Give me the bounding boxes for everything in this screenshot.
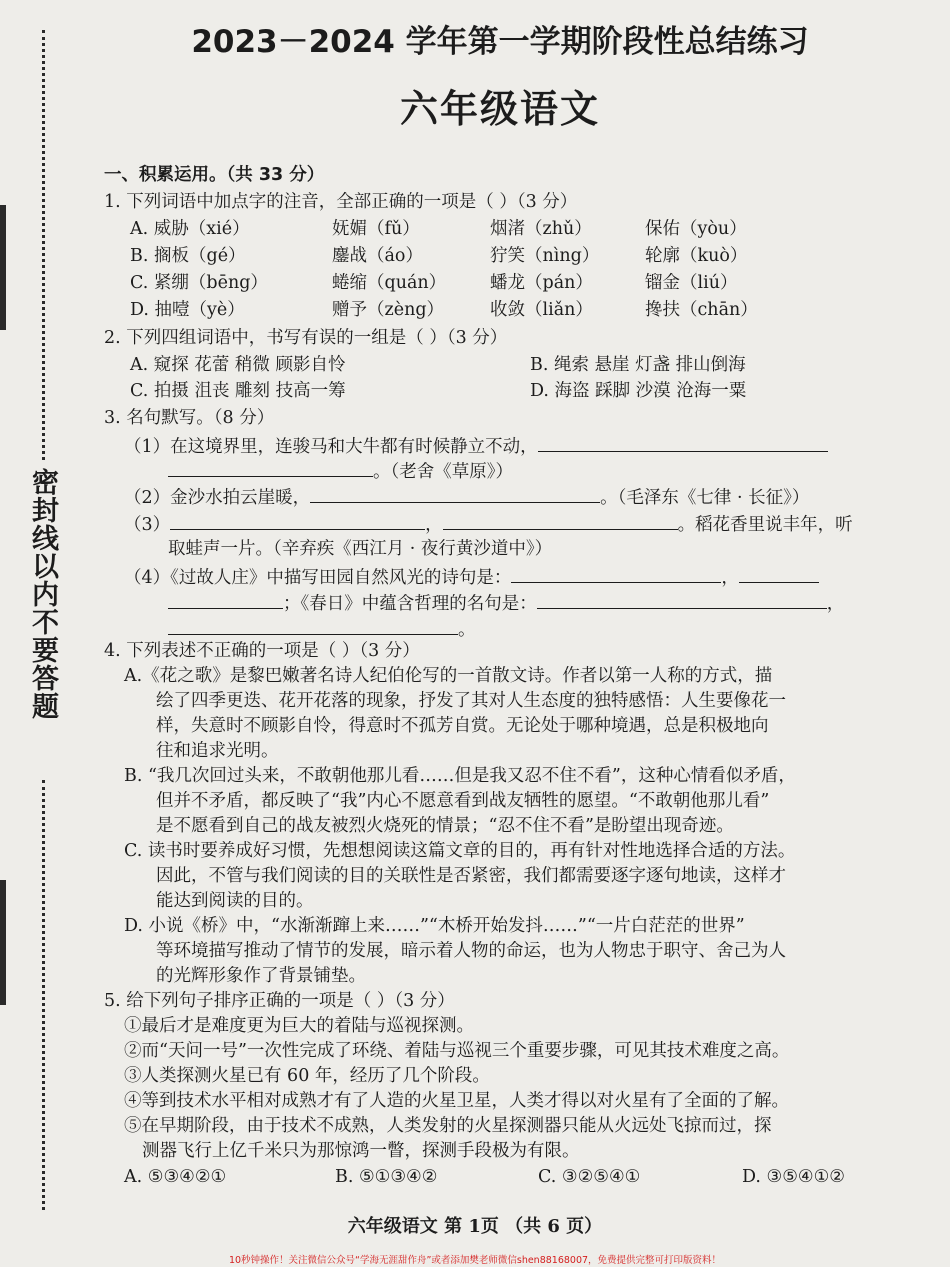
q2-option-b: B. 绳索 悬崖 灯盏 排山倒海 bbox=[530, 355, 746, 375]
question-5-stem: 5. 给下列句子排序正确的一项是（ ）（3 分） bbox=[104, 991, 455, 1011]
q4-line: 因此，不管与我们阅读的目的关联性是否紧密，我们都需要逐字逐句地读，这样才 bbox=[156, 866, 786, 886]
q3-item-3 bbox=[124, 511, 853, 537]
binding-dotted-line-bottom bbox=[42, 780, 45, 1210]
q4-line: 但并不矛盾，都反映了“我”内心不愿意看到战友牺牲的愿望。“不敢朝他那儿看” bbox=[156, 791, 770, 811]
q4-line: A.《花之歌》是黎巴嫩著名诗人纪伯伦写的一首散文诗。作者以第一人称的方式，描 bbox=[124, 666, 773, 686]
q3-item-3-text: 。稻花香里说丰年，听 bbox=[677, 515, 853, 535]
q1-option-b-2: 鏖战（áo） bbox=[332, 246, 423, 266]
answer-blank[interactable] bbox=[310, 484, 600, 503]
binding-mark bbox=[0, 205, 6, 330]
q3-item-1-cont bbox=[168, 458, 513, 484]
q4-line: 等环境描写推动了情节的发展，暗示着人物的命运，也为人物忠于职守、舍己为人 bbox=[156, 941, 786, 961]
q3-item-4-text-2: ；《春日》中蕴含哲理的名句是： bbox=[283, 594, 537, 614]
section-heading: 一、积累运用。（共 33 分） bbox=[104, 165, 325, 185]
q4-line: 能达到阅读的目的。 bbox=[156, 891, 314, 911]
q4-line: 样，失意时不顾影自怜，得意时不孤芳自赏。无论处于哪种境遇，总是积极地向 bbox=[156, 716, 769, 736]
q3-item-2 bbox=[124, 484, 809, 510]
q1-option-a-4: 保佑（yòu） bbox=[645, 219, 747, 239]
q3-item-1 bbox=[124, 433, 828, 459]
answer-blank[interactable] bbox=[739, 564, 819, 583]
q1-option-d-1: D. 抽噎（yè） bbox=[130, 300, 245, 320]
q2-option-c: C. 拍摄 沮丧 雕刻 技高一筹 bbox=[130, 381, 346, 401]
q3-item-3-comma: ， bbox=[425, 515, 443, 535]
q3-item-1-text: （1）在这境界里，连骏马和大牛都有时候静立不动， bbox=[124, 437, 538, 457]
q3-item-4-comma: ， bbox=[721, 568, 739, 588]
answer-blank[interactable] bbox=[168, 616, 458, 635]
question-2-stem: 2. 下列四组词语中，书写有误的一组是（ ）（3 分） bbox=[104, 328, 508, 348]
q3-item-3-number: （3） bbox=[124, 515, 171, 535]
q1-option-c-3: 蟠龙（pán） bbox=[490, 273, 593, 293]
exam-title: 2023－2024 学年第一学期阶段性总结练习 bbox=[191, 24, 809, 60]
q3-item-1-source: 。（老舍《草原》） bbox=[373, 462, 513, 482]
q3-item-4-text: （4）《过故人庄》中描写田园自然风光的诗句是： bbox=[124, 568, 512, 588]
answer-blank[interactable] bbox=[538, 433, 828, 452]
q1-option-c-1: C. 紧绷（bēng） bbox=[130, 273, 268, 293]
question-1-stem: 1. 下列词语中加点字的注音，全部正确的一项是（ ）（3 分） bbox=[104, 192, 578, 212]
binding-margin bbox=[0, 0, 82, 1267]
q5-sentence: ③人类探测火星已有 60 年，经历了几个阶段。 bbox=[124, 1066, 490, 1086]
q1-option-d-3: 收敛（liǎn） bbox=[490, 300, 593, 320]
q3-item-2-source: 。（毛泽东《七律 · 长征》） bbox=[600, 488, 810, 508]
q3-item-4-comma-2: ， bbox=[826, 594, 845, 614]
q4-line: D. 小说《桥》中，“水渐渐蹿上来……”“木桥开始发抖……”“一片白茫茫的世界” bbox=[124, 916, 745, 936]
answer-blank[interactable] bbox=[537, 590, 827, 609]
question-4-stem: 4. 下列表述不正确的一项是（ ）（3 分） bbox=[104, 641, 420, 661]
q5-sentence: 测器飞行上亿千米只为那惊鸿一瞥，探测手段极为有限。 bbox=[142, 1141, 580, 1161]
q2-option-d: D. 海盗 踩脚 沙漠 沧海一粟 bbox=[530, 381, 747, 401]
q5-option-b: B. ⑤①③④② bbox=[335, 1167, 438, 1187]
q4-line: 绘了四季更迭、花开花落的现象，抒发了其对人生态度的独特感悟：人生要像花一 bbox=[156, 691, 786, 711]
q5-option-d: D. ③⑤④①② bbox=[742, 1167, 845, 1187]
q3-item-3-source: 取蛙声一片。（辛弃疾《西江月 · 夜行黄沙道中》） bbox=[168, 539, 553, 559]
binding-dotted-line-top bbox=[42, 30, 45, 460]
q4-line: C. 读书时要养成好习惯，先想想阅读这篇文章的目的，再有针对性地选择合适的方法。 bbox=[124, 841, 796, 861]
answer-blank[interactable] bbox=[511, 564, 721, 583]
question-3-stem: 3. 名句默写。（8 分） bbox=[104, 408, 275, 428]
q5-sentence: ①最后才是难度更为巨大的着陆与巡视探测。 bbox=[124, 1016, 474, 1036]
q1-option-c-2: 蜷缩（quán） bbox=[332, 273, 447, 293]
q1-option-a-1: A. 威胁（xié） bbox=[130, 219, 250, 239]
q1-option-b-1: B. 搁板（gé） bbox=[130, 246, 246, 266]
q1-option-a-3: 烟渚（zhǔ） bbox=[490, 219, 592, 239]
answer-blank[interactable] bbox=[170, 511, 425, 530]
q3-item-4 bbox=[124, 564, 819, 590]
page-footer: 六年级语文 第 1页 （共 6 页） bbox=[347, 1216, 603, 1237]
q1-option-a-2: 妩媚（fǔ） bbox=[332, 219, 420, 239]
q5-sentence: ②而“天问一号”一次性完成了环绕、着陆与巡视三个重要步骤，可见其技术难度之高。 bbox=[124, 1041, 790, 1061]
q5-option-a: A. ⑤③④②① bbox=[124, 1167, 227, 1187]
answer-blank[interactable] bbox=[168, 590, 283, 609]
q5-sentence: ④等到技术水平相对成熟才有了人造的火星卫星，人类才得以对火星有了全面的了解。 bbox=[124, 1091, 789, 1111]
exam-subject: 六年级语文 bbox=[399, 86, 600, 131]
q1-option-d-4: 搀扶（chān） bbox=[645, 300, 758, 320]
q4-line: 往和追求光明。 bbox=[156, 741, 279, 761]
binding-notice: 密封线以内不要答题 bbox=[27, 468, 58, 720]
q4-line: B. “我几次回过头来，不敢朝他那儿看……但是我又忍不住不看”，这种心情看似矛盾， bbox=[124, 766, 796, 786]
q4-line: 的光辉形象作了背景铺垫。 bbox=[156, 966, 366, 986]
q5-sentence: ⑤在早期阶段，由于技术不成熟，人类发射的火星探测器只能从火远处飞掠而过，探 bbox=[124, 1116, 772, 1136]
q5-option-c: C. ③②⑤④① bbox=[538, 1167, 641, 1187]
q3-item-2-text: （2）金沙水拍云崖暖， bbox=[124, 488, 311, 508]
binding-mark bbox=[0, 880, 6, 1005]
q2-option-a: A. 窥探 花蕾 稍微 顾影自怜 bbox=[130, 355, 346, 375]
q1-option-b-4: 轮廓（kuò） bbox=[645, 246, 748, 266]
q3-item-4-cont bbox=[168, 590, 844, 616]
q1-option-c-4: 镏金（liú） bbox=[645, 273, 738, 293]
q3-item-4-period: 。 bbox=[458, 620, 476, 640]
q1-option-b-3: 狞笑（nìng） bbox=[490, 246, 600, 266]
q1-option-d-2: 赠予（zèng） bbox=[332, 300, 445, 320]
promo-watermark: 10秒钟操作！关注微信公众号“学海无涯甜作舟”或者添加樊老师微信shen88168007，免费提供完整可打印版资料！ bbox=[228, 1255, 722, 1266]
answer-blank[interactable] bbox=[168, 458, 373, 477]
q4-line: 是不愿看到自己的战友被烈火烧死的情景；“忍不住不看”是盼望出现奇迹。 bbox=[156, 816, 734, 836]
answer-blank[interactable] bbox=[443, 511, 678, 530]
